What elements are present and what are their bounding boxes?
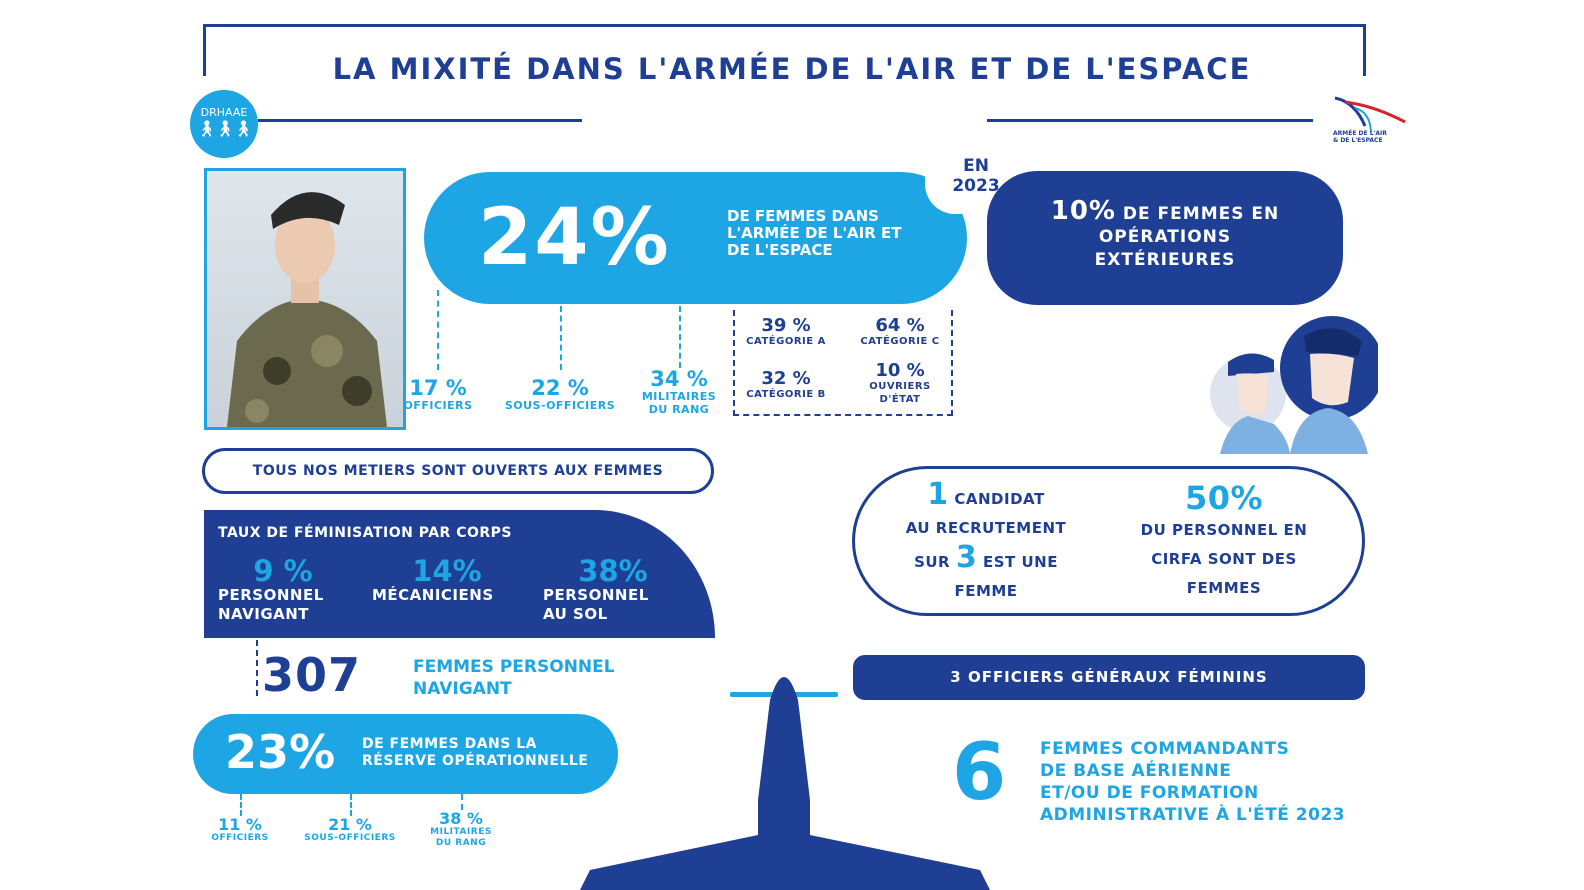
reserve-stat-sous-officiers: 21 % SOUS-OFFICIERS xyxy=(304,815,396,843)
reserve-text: DE FEMMES DANS LA RÉSERVE OPÉRATIONNELLE xyxy=(362,736,589,769)
page-title: LA MIXITÉ DANS L'ARMÉE DE L'AIR ET DE L'ESPACE xyxy=(332,52,1252,86)
reserve-value: 23% xyxy=(225,725,336,779)
opex-text: 10% DE FEMMES EN OPÉRATIONS EXTÉRIEURES xyxy=(1050,196,1280,270)
drhaae-badge xyxy=(190,90,258,158)
airplane-icon xyxy=(580,660,990,890)
taux-title: TAUX DE FÉMINISATION PAR CORPS xyxy=(218,525,513,541)
navigant-value: 307 xyxy=(262,648,362,702)
recrutement-right: 50% DU PERSONNEL EN CIRFA SONT DES FEMMES xyxy=(1140,479,1308,597)
commandants-text: FEMMES COMMANDANTS DE BASE AÉRIENNE ET/OU DE FORMATION ADMINISTRATIVE À L'ÉTÉ 2023 xyxy=(1040,739,1346,825)
frame-top xyxy=(203,24,1366,27)
connector-307 xyxy=(256,640,258,696)
taux-personnel-au-sol: 38% PERSONNEL AU SOL xyxy=(543,554,649,623)
stat-categorie-c: 64 % CATÉGORIE C xyxy=(860,315,940,347)
year-label-2023: 2023 xyxy=(952,176,1000,196)
connector-sous-officiers xyxy=(560,306,562,370)
connector-militaires xyxy=(679,306,681,368)
armee-air-logo-icon xyxy=(1325,92,1410,154)
logo-text: ARMÉE DE L'AIR & DE L'ESPACE xyxy=(1333,130,1387,144)
generaux-banner: 3 OFFICIERS GÉNÉRAUX FÉMININS xyxy=(853,655,1365,700)
people-icon: 🚶︎🚶︎🚶︎ xyxy=(196,119,252,138)
title-underline-right xyxy=(987,119,1313,122)
title-underline-left xyxy=(258,119,582,122)
commandants-value: 6 xyxy=(952,728,1007,818)
stat-militaires-du-rang: 34 % MILITAIRES DU RANG xyxy=(641,367,717,416)
stat-categorie-b: 32 % CATÉGORIE B xyxy=(746,368,826,400)
stat-officiers: 17 % OFFICIERS xyxy=(403,376,473,412)
navigant-text: FEMMES PERSONNEL NAVIGANT xyxy=(413,657,615,699)
connector-reserve-sous-officiers xyxy=(350,794,352,816)
connector-officiers xyxy=(437,290,439,370)
year-label-en: EN xyxy=(963,156,989,176)
taux-personnel-navigant: 9 % PERSONNEL NAVIGANT xyxy=(218,554,324,623)
connector-reserve-officiers xyxy=(240,794,242,816)
main-stat-text: DE FEMMES DANS L'ARMÉE DE L'AIR ET DE L'ESPACE xyxy=(727,207,902,259)
stat-ouvriers-etat: 10 % OUVRIERS D'ÉTAT xyxy=(869,360,931,405)
main-percentage: 24% xyxy=(478,193,671,283)
badge-label: DRHAAE xyxy=(200,106,248,119)
soldier-illustration-icon xyxy=(207,171,403,427)
soldier-photo xyxy=(204,168,406,430)
metiers-banner: TOUS NOS METIERS SONT OUVERTS AUX FEMMES xyxy=(202,448,714,494)
taux-mecaniciens: 14% MÉCANICIENS xyxy=(372,554,494,604)
stat-categorie-a: 39 % CATÉGORIE A xyxy=(746,315,826,347)
connector-reserve-militaires xyxy=(461,794,463,810)
stat-sous-officiers: 22 % SOUS-OFFICIERS xyxy=(504,376,616,412)
reserve-stat-officiers: 11 % OFFICIERS xyxy=(211,815,269,843)
opex-value: 10% xyxy=(1050,196,1116,226)
recrutement-left: 1 CANDIDAT AU RECRUTEMENT SUR 3 EST UNE FEMME xyxy=(905,477,1067,600)
pilots-illustration-icon xyxy=(1208,312,1378,454)
reserve-stat-militaires: 38 % MILITAIRES DU RANG xyxy=(430,809,492,848)
